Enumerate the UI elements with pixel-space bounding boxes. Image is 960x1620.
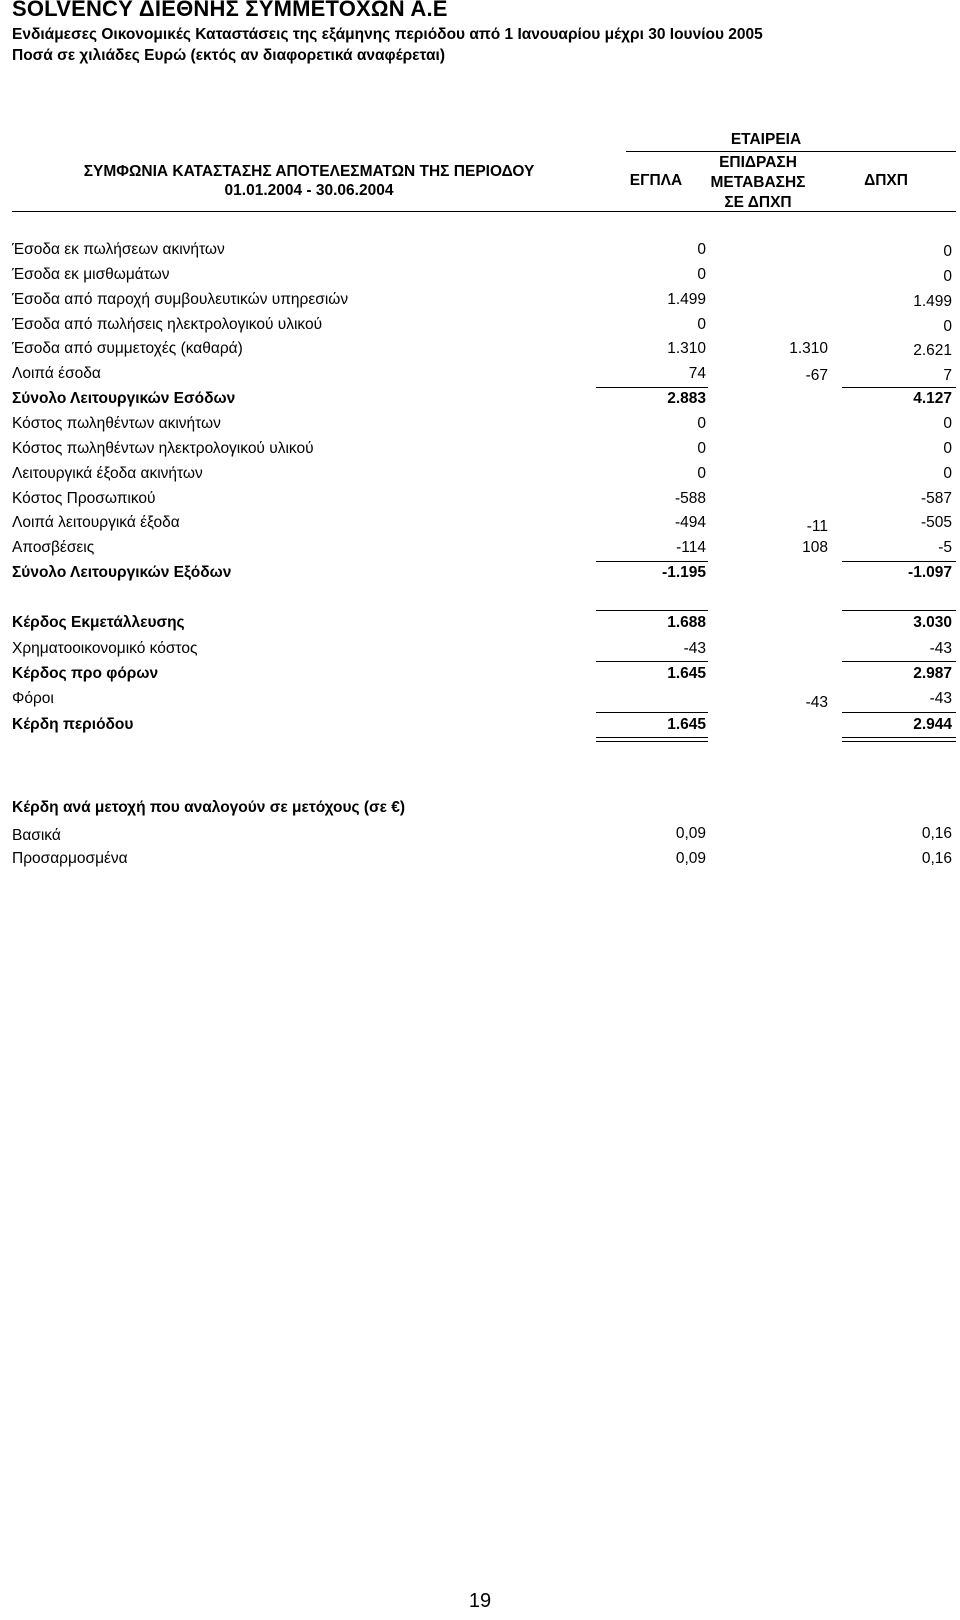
column-header-transition: ΕΠΙΔΡΑΣΗ (719, 154, 797, 171)
double-rule-dpxp-top (842, 737, 956, 738)
subtotal-rule-dpxp (842, 661, 956, 662)
cell-dpxp: 2.987 (913, 665, 952, 682)
table-row (12, 291, 952, 315)
cell-egpla: -114 (676, 539, 706, 556)
subtotal-rule-dpxp (842, 387, 956, 388)
subtotal-rule-egpla (596, 712, 708, 713)
table-row (12, 316, 952, 340)
document-subtitle-period: Ενδιάμεσες Οικονομικές Καταστάσεις της εξάμηνης περιόδου από 1 Ιανουαρίου μέχρι 30 Ιουνίου 2005 (12, 26, 763, 43)
row-label: Λοιπά έσοδα (12, 365, 101, 382)
table-row (12, 340, 952, 364)
cell-dpxp: 0 (943, 318, 952, 335)
cell-egpla: 1.645 (667, 665, 706, 682)
eps-cell-egpla: 0,09 (675, 850, 706, 867)
table-row (12, 539, 952, 563)
header-company-group: ΕΤΑΙΡΕΙΑ (730, 131, 802, 148)
row-label: Κέρδος Εκμετάλλευσης (12, 614, 185, 631)
eps-row-label: Βασικά (12, 827, 61, 844)
cell-dpxp: -43 (929, 640, 952, 657)
row-label: Κέρδος προ φόρων (12, 665, 159, 682)
cell-dpxp: 4.127 (913, 390, 952, 407)
cell-dpxp: 3.030 (913, 614, 952, 631)
subtotal-rule-egpla (596, 561, 708, 562)
eps-cell-egpla: 0,09 (675, 825, 706, 842)
cell-egpla: -1.195 (662, 564, 706, 581)
eps-row (12, 825, 952, 849)
row-label: Κόστος πωληθέντων ακινήτων (12, 415, 221, 432)
subtotal-rule-dpxp (842, 561, 956, 562)
cell-egpla: 0 (697, 316, 706, 333)
table-row-grand-total (12, 716, 952, 740)
subtotal-rule-dpxp (842, 712, 956, 713)
table-row (12, 465, 952, 489)
double-rule-egpla-bottom (596, 741, 708, 742)
cell-dpxp: -1.097 (908, 564, 952, 581)
cell-dpxp: -505 (920, 514, 952, 531)
eps-row (12, 850, 952, 874)
table-row (12, 690, 952, 714)
row-label: Κόστος Προσωπικού (12, 490, 156, 507)
cell-egpla: 74 (688, 365, 706, 382)
cell-transition: -67 (805, 367, 828, 384)
cell-egpla: 0 (697, 266, 706, 283)
table-row (12, 514, 952, 538)
row-label: Έσοδα από συμμετοχές (καθαρά) (12, 340, 243, 357)
cell-dpxp: -43 (929, 690, 952, 707)
column-header-transition-line3: ΣΕ ΔΠΧΠ (724, 194, 792, 211)
table-row (12, 365, 952, 389)
row-label: Χρηματοοικονομικό κόστος (12, 640, 198, 657)
subtotal-rule-egpla (596, 387, 708, 388)
cell-transition: 1.310 (789, 340, 828, 357)
table-caption-period: 01.01.2004 - 30.06.2004 (224, 182, 394, 199)
cell-dpxp: -587 (920, 490, 952, 507)
double-rule-dpxp-bottom (842, 741, 956, 742)
cell-egpla: 1.499 (667, 291, 706, 308)
cell-dpxp: 0 (943, 243, 952, 260)
column-header-dpxp: ΔΠΧΠ (864, 172, 908, 189)
cell-dpxp: 2.944 (913, 716, 952, 733)
cell-dpxp: 0 (943, 415, 952, 432)
cell-egpla: 1.688 (667, 614, 706, 631)
cell-dpxp: -5 (938, 539, 952, 556)
row-label: Έσοδα εκ μισθωμάτων (12, 266, 170, 283)
subtotal-rule-dpxp (842, 610, 956, 611)
document-title: SOLVENCY ΔΙΕΘΝΗΣ ΣΥΜΜΕΤΟΧΩΝ Α.Ε (12, 0, 448, 21)
table-row (12, 440, 952, 464)
subtotal-rule-egpla (596, 610, 708, 611)
cell-egpla: 0 (697, 415, 706, 432)
cell-dpxp: 0 (943, 465, 952, 482)
subtotal-rule-egpla (596, 661, 708, 662)
column-header-transition-line2: ΜΕΤΑΒΑΣΗΣ (710, 174, 806, 191)
table-caption: ΣΥΜΦΩΝΙΑ ΚΑΤΑΣΤΑΣΗΣ ΑΠΟΤΕΛΕΣΜΑΤΩΝ ΤΗΣ ΠΕΡΙΟΔΟΥ (83, 163, 535, 180)
cell-dpxp: 0 (943, 440, 952, 457)
eps-cell-dpxp: 0,16 (921, 825, 952, 842)
eps-heading: Κέρδη ανά μετοχή που αναλογούν σε μετόχους (σε €) (12, 799, 406, 816)
cell-egpla: 0 (697, 440, 706, 457)
cell-egpla: 1.645 (667, 716, 706, 733)
double-rule-egpla-top (596, 737, 708, 738)
cell-egpla: 2.883 (667, 390, 706, 407)
row-label: Λοιπά λειτουργικά έξοδα (12, 514, 180, 531)
row-label: Έσοδα από παροχή συμβουλευτικών υπηρεσιών (12, 291, 349, 308)
row-label: Σύνολο Λειτουργικών Εσόδων (12, 390, 236, 407)
cell-egpla: 0 (697, 465, 706, 482)
table-row (12, 241, 952, 265)
table-row-total (12, 614, 952, 638)
row-label: Αποσβέσεις (12, 539, 95, 556)
row-label: Έσοδα από πωλήσεις ηλεκτρολογικού υλικού (12, 316, 323, 333)
table-row (12, 640, 952, 664)
eps-cell-dpxp: 0,16 (921, 850, 952, 867)
page-number: 19 (468, 1590, 492, 1612)
cell-dpxp: 2.621 (913, 342, 952, 359)
row-label: Κέρδη περιόδου (12, 716, 134, 733)
cell-dpxp: 1.499 (913, 293, 952, 310)
table-row (12, 415, 952, 439)
row-label: Λειτουργικά έξοδα ακινήτων (12, 465, 203, 482)
header-bottom-rule (12, 211, 956, 212)
cell-transition: -11 (806, 518, 828, 535)
eps-row-label: Προσαρμοσμένα (12, 850, 128, 867)
cell-transition: 108 (802, 539, 828, 556)
row-label: Φόροι (12, 690, 54, 707)
document-subtitle-units: Ποσά σε χιλιάδες Ευρώ (εκτός αν διαφορετικά αναφέρεται) (12, 47, 446, 64)
header-group-rule (626, 151, 956, 152)
cell-dpxp: 7 (943, 367, 952, 384)
column-header-egpla: ΕΓΠΛΑ (629, 172, 683, 189)
cell-egpla: -43 (683, 640, 706, 657)
table-row-total (12, 390, 952, 414)
table-row (12, 266, 952, 290)
table-row-total (12, 665, 952, 689)
table-row (12, 490, 952, 514)
table-row-total (12, 564, 952, 588)
cell-egpla: 0 (697, 241, 706, 258)
cell-dpxp: 0 (943, 268, 952, 285)
row-label: Έσοδα εκ πωλήσεων ακινήτων (12, 241, 225, 258)
cell-egpla: 1.310 (667, 340, 706, 357)
row-label: Κόστος πωληθέντων ηλεκτρολογικού υλικού (12, 440, 314, 457)
cell-egpla: -494 (674, 514, 706, 531)
cell-transition: -43 (805, 694, 828, 711)
row-label: Σύνολο Λειτουργικών Εξόδων (12, 564, 232, 581)
cell-egpla: -588 (674, 490, 706, 507)
